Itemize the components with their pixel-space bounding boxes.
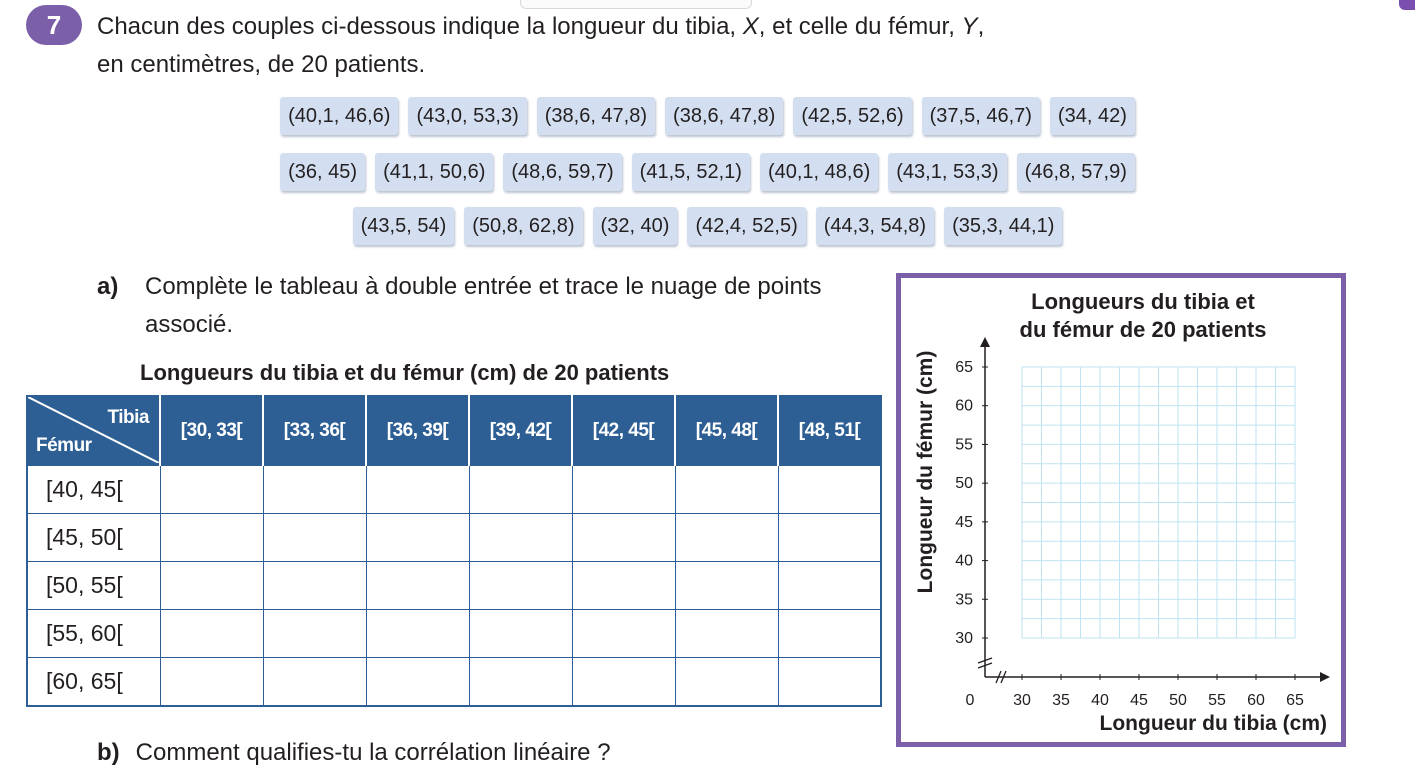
corner-label-tibia: Tibia [107,407,149,428]
pair-chip: (44,3, 54,8) [816,207,934,245]
pair-chip: (32, 40) [593,207,678,245]
pair-chip: (48,6, 59,7) [503,153,621,191]
pair-chip: (41,1, 50,6) [375,153,493,191]
grid-lines [1022,367,1295,638]
pair-chip: (40,1, 48,6) [760,153,878,191]
x-tick-label: 65 [1286,692,1304,709]
y-axis-label: Longueur du fémur (cm) [914,350,937,594]
exercise-number-badge: 7 [26,5,82,45]
y-axis-arrow-icon [980,337,990,347]
intro-text-2: , et celle du fémur, [758,13,962,40]
row-header: [50, 55[ [27,562,160,610]
question-b-text: Comment qualifies-tu la corrélation linéaire ? [135,739,611,766]
row-header: [40, 45[ [27,466,160,514]
question-b-label: b) [97,739,120,766]
column-header: [45, 48[ [675,396,778,466]
pair-chip: (42,5, 52,6) [793,97,911,135]
pair-chip: (42,4, 52,5) [687,207,805,245]
corner-label-femur: Fémur [36,435,92,456]
y-tick-label: 50 [955,475,973,493]
x-tick-label: 30 [1013,692,1031,709]
y-tick-label: 60 [955,397,973,415]
pair-chip: (43,0, 53,3) [408,97,526,135]
pair-chip: (38,6, 47,8) [665,97,783,135]
row-header: [60, 65[ [27,658,160,707]
pair-chip: (34, 42) [1050,97,1135,135]
axes [978,337,1330,683]
x-tick-label: 40 [1091,692,1109,709]
y-tick-label: 40 [955,552,973,570]
pair-chip: (35,3, 44,1) [944,207,1062,245]
pair-chip: (36, 45) [280,153,365,191]
x-tick-label: 60 [1247,692,1265,709]
x-tick-label: 55 [1208,692,1226,709]
intro-text-1: Chacun des couples ci-dessous indique la longueur du tibia, [97,13,743,40]
chart-title-line-2: du fémur de 20 patients [1019,317,1267,342]
y-tick-label: 35 [955,591,973,609]
pair-chip: (46,8, 57,9) [1017,153,1135,191]
row-header: [45, 50[ [27,514,160,562]
pair-chip: (40,1, 46,6) [280,97,398,135]
y-tick-label: 30 [955,630,973,647]
origin-label: 0 [965,692,975,709]
chart-title-line-1: Longueurs du tibia et [1031,289,1255,314]
x-axis-arrow-icon [1320,672,1330,682]
column-header: [36, 39[ [366,396,469,466]
x-tick-label: 35 [1052,692,1070,709]
x-axis-label: Longueur du tibia (cm) [1099,712,1327,735]
pair-chip: (50,8, 62,8) [464,207,582,245]
variable-y: Y [961,13,978,40]
column-header: [33, 36[ [263,396,366,466]
variable-x: X [742,13,759,40]
tick-labels [955,359,1304,709]
table-title: Longueurs du tibia et du fémur (cm) de 20 patients [140,360,670,385]
x-tick-label: 45 [1130,692,1148,709]
row-header: [55, 60[ [27,610,160,658]
question-a-label: a) [97,273,119,300]
pair-chip: (37,5, 46,7) [922,97,1040,135]
column-header: [39, 42[ [469,396,572,466]
pair-chip: (41,5, 52,1) [632,153,750,191]
intro-text-3: , [977,13,985,40]
y-tick-label: 55 [955,436,973,454]
pair-chip: (38,6, 47,8) [537,97,655,135]
pair-chip: (43,1, 53,3) [888,153,1006,191]
column-header: [48, 51[ [778,396,881,466]
x-tick-label: 50 [1169,692,1187,709]
pair-chip: (43,5, 54) [353,207,455,245]
question-a-text: Complète le tableau à double entrée et trace le nuage de points associé. [145,273,822,338]
column-header: [30, 33[ [160,396,263,466]
y-tick-label: 45 [955,513,973,531]
y-tick-label: 65 [955,359,973,376]
intro-line-2: en centimètres, de 20 patients. [97,51,426,78]
column-header: [42, 45[ [572,396,675,466]
